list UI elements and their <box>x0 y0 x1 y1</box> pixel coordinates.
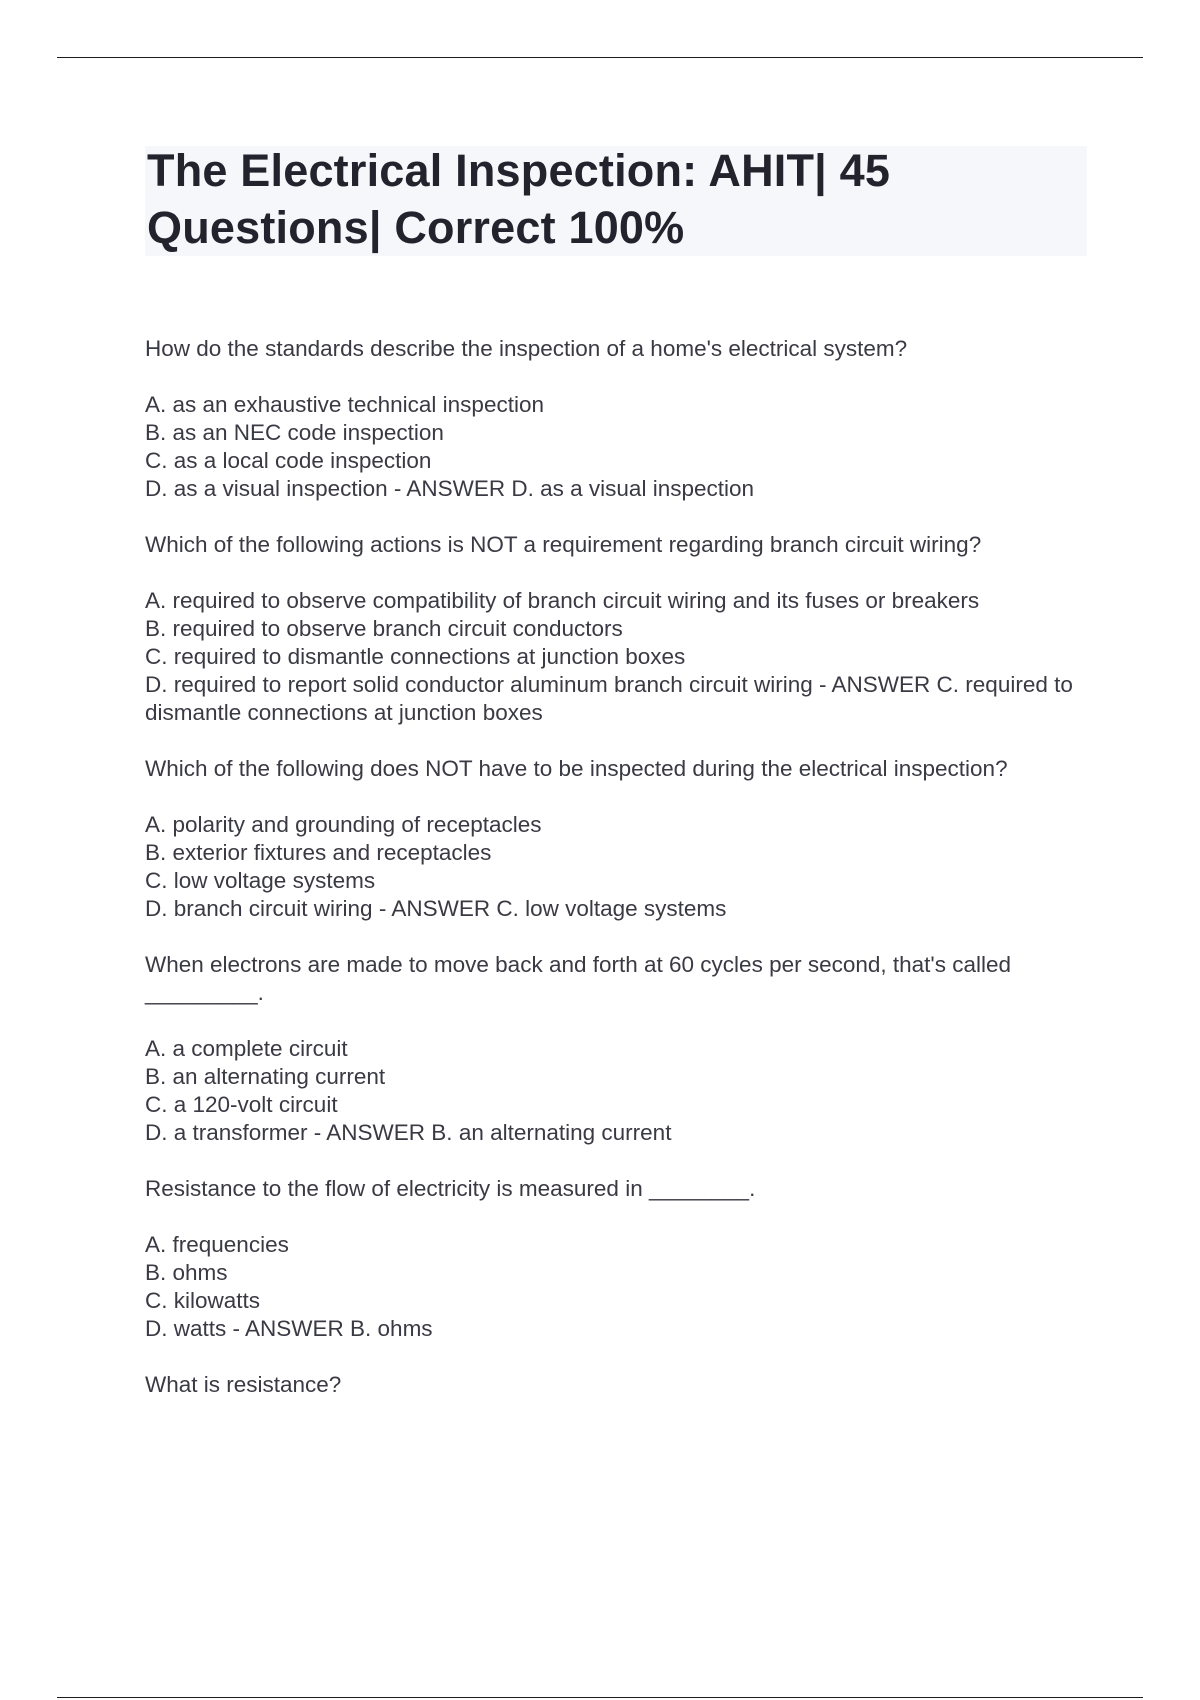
option-d-answer: D. a transformer - ANSWER B. an alternating current <box>145 1120 672 1145</box>
title-block <box>145 146 1087 256</box>
option-c: C. low voltage systems <box>145 868 376 893</box>
option-a: A. as an exhaustive technical inspection <box>145 392 544 417</box>
bottom-rule <box>57 1697 1143 1698</box>
document-title: The Electrical Inspection: AHIT| 45 Questions| Correct 100% <box>147 145 891 253</box>
question-4-options <box>145 1035 1090 1147</box>
option-b: B. required to observe branch circuit conductors <box>145 616 623 641</box>
option-a: A. frequencies <box>145 1232 289 1257</box>
option-c: C. a 120-volt circuit <box>145 1092 338 1117</box>
question-2-options <box>145 587 1090 727</box>
question-4-text: When electrons are made to move back and forth at 60 cycles per second, that's called _________. <box>145 952 1012 1005</box>
option-a: A. required to observe compatibility of branch circuit wiring and its fuses or breakers <box>145 588 980 613</box>
question-5-text: Resistance to the flow of electricity is measured in ________. <box>145 1176 756 1201</box>
option-d-answer: D. branch circuit wiring - ANSWER C. low voltage systems <box>145 896 727 921</box>
option-b: B. as an NEC code inspection <box>145 420 444 445</box>
question-1-options <box>145 391 1090 503</box>
option-b: B. ohms <box>145 1260 228 1285</box>
option-c: C. as a local code inspection <box>145 448 432 473</box>
option-c: C. kilowatts <box>145 1288 261 1313</box>
question-3-options <box>145 811 1090 923</box>
question-list <box>145 335 1090 1427</box>
question-2-text: Which of the following actions is NOT a requirement regarding branch circuit wiring? <box>145 532 982 557</box>
option-c: C. required to dismantle connections at junction boxes <box>145 644 686 669</box>
question-5-options <box>145 1231 1090 1343</box>
option-a: A. a complete circuit <box>145 1036 348 1061</box>
option-b: B. an alternating current <box>145 1064 386 1089</box>
question-6-text: What is resistance? <box>145 1372 342 1397</box>
option-d-answer: D. as a visual inspection - ANSWER D. as a visual inspection <box>145 476 755 501</box>
option-b: B. exterior fixtures and receptacles <box>145 840 492 865</box>
top-rule <box>57 57 1143 58</box>
option-d-answer: D. required to report solid conductor aluminum branch circuit wiring - ANSWER C. required to dismantle connections at junction boxes <box>145 672 1080 725</box>
question-1-text: How do the standards describe the inspection of a home's electrical system? <box>145 336 908 361</box>
option-d-answer: D. watts - ANSWER B. ohms <box>145 1316 433 1341</box>
question-3-text: Which of the following does NOT have to be inspected during the electrical inspection? <box>145 756 1008 781</box>
option-a: A. polarity and grounding of receptacles <box>145 812 542 837</box>
